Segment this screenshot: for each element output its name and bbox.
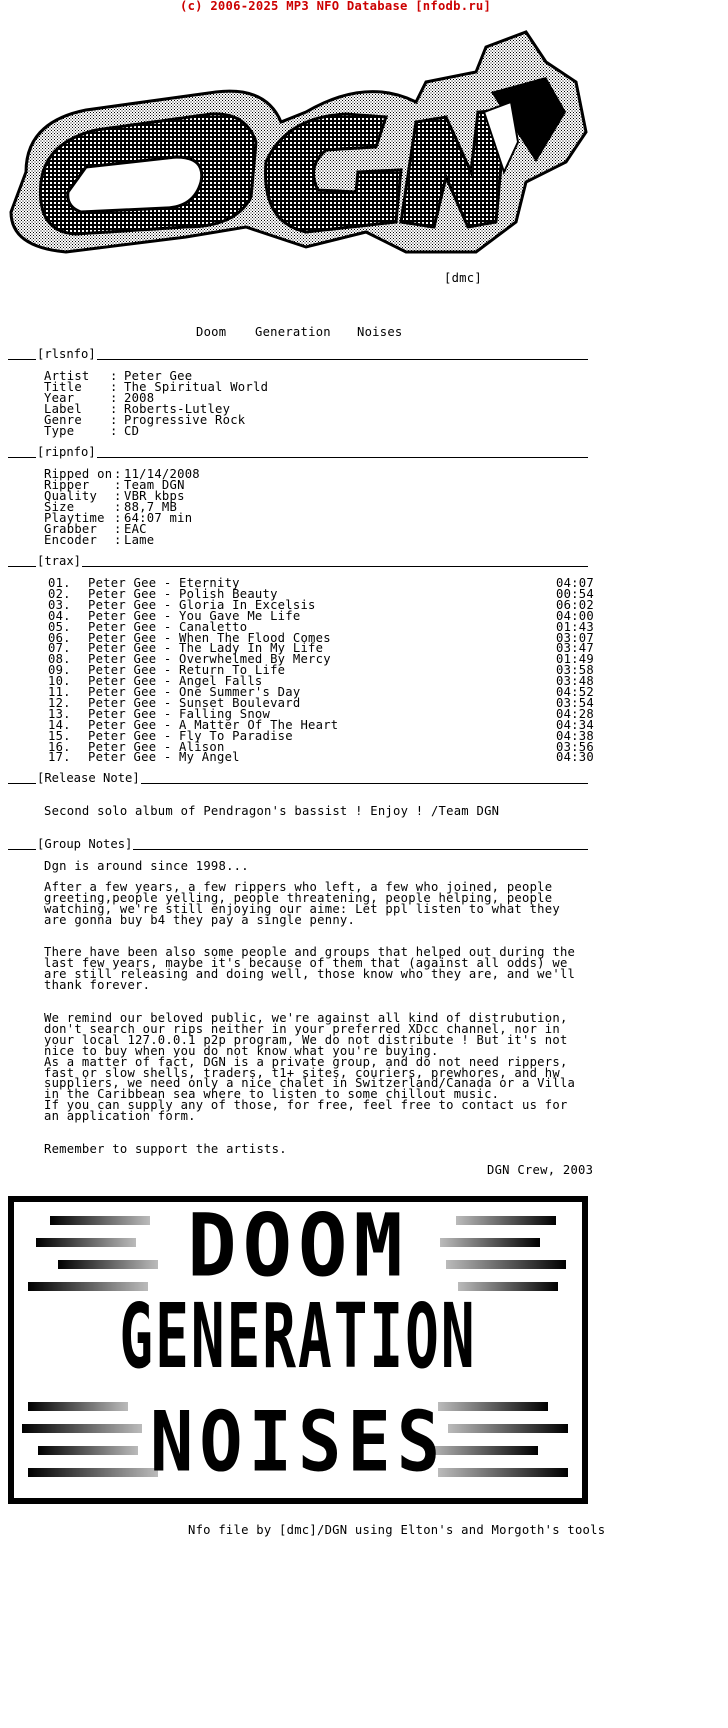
section-title-trax: [trax] [37,554,82,568]
track-title: Peter Gee - Overwhelmed By Mercy [88,652,331,667]
group-notes-line: After a few years, a few rippers who left, a few who joined, people [44,880,553,894]
track-title: Peter Gee - The Lady In My Life [88,641,324,656]
group-notes-line: If you can supply any of those, for free, feel free to contact us for [44,1098,568,1113]
info-separator: : [114,467,122,481]
group-notes-line: greeting,people yelling, people threatening, people helping, people [44,890,553,905]
group-notes-line: are still releasing and doing well, those know who they are, and we'll [44,966,576,981]
group-notes-line: As a matter of fact, DGN is a private group, and do not need rippers, [44,1054,568,1069]
info-value: Progressive Rock [124,413,246,427]
info-key: Year [44,391,75,405]
info-key: Label [44,402,82,416]
section-title-release-note: [Release Note] [37,771,140,785]
group-notes-intro: Dgn is around since 1998... [44,859,249,873]
track-number: 12. [48,695,71,710]
info-value: Team DGN [124,478,185,492]
group-notes-signature: DGN Crew, 2003 [487,1163,594,1177]
info-key: Size [44,500,75,514]
dgn-logo [6,22,606,272]
group-notes-line: There have been also some people and groups that helped out during the [44,945,576,959]
group-name-word-2: Generation [255,325,331,339]
track-number: 04. [48,608,71,623]
track-title: Peter Gee - You Gave Me Life [88,608,301,623]
info-separator: : [114,511,122,525]
group-notes-line: an application form. [44,1109,196,1124]
group-notes-line: watching, we're still enjoying our aime: Let ppl listen to what they [44,901,560,916]
track-duration: 03:07 [556,630,594,645]
track-duration: 04:30 [556,750,594,765]
track-number: 13. [48,706,71,721]
group-notes-line: nice to buy when you do not know what you're buying. [44,1043,439,1058]
group-notes-line: in the Caribbean sea where to listen to some chillout music. [44,1087,500,1102]
info-value: 64:07 min [124,511,193,525]
info-separator: : [114,500,122,514]
info-key: Artist [44,369,90,383]
banner-word-noises: NOISES [149,1393,447,1491]
track-title: Peter Gee - Alison [88,739,225,754]
info-value: 88,7 MB [124,500,178,514]
banner-word-generation: GENERATION [119,1285,477,1390]
track-duration: 04:28 [556,706,594,721]
footer-credit: Nfo file by [dmc]/DGN using Elton's and Morgoth's tools [188,1523,606,1537]
info-key: Ripper [44,478,90,492]
info-separator: : [110,402,118,416]
track-title: Peter Gee - Fly To Paradise [88,728,293,743]
track-number: 07. [48,641,71,656]
track-duration: 03:54 [556,695,594,710]
info-value: VBR kbps [124,489,185,503]
group-notes-line: fast or slow shells, traders, t1+ sites, couriers, prewhores, and hw [44,1065,560,1080]
track-duration: 03:48 [556,674,594,689]
track-number: 01. [48,576,71,590]
track-duration: 06:02 [556,597,594,612]
group-notes-line: We remind our beloved public, we're against all kind of distrubution, [44,1011,568,1025]
track-title: Peter Gee - Angel Falls [88,674,263,689]
track-duration: 03:56 [556,739,594,754]
track-title: Peter Gee - Gloria In Excelsis [88,597,316,612]
info-value: Lame [124,533,155,547]
section-title-ripnfo: [ripnfo] [37,445,96,459]
group-notes-line: your local 127.0.0.1 p2p program, We do not distribute ! But it's not [44,1032,568,1047]
info-value: EAC [124,522,147,536]
track-duration: 00:54 [556,586,594,601]
info-separator: : [114,533,122,547]
track-duration: 01:49 [556,652,594,667]
track-number: 11. [48,685,71,699]
info-value: CD [124,424,140,438]
info-value: 11/14/2008 [124,467,200,481]
track-duration: 04:34 [556,717,594,732]
track-title: Peter Gee - Falling Snow [88,706,271,721]
track-number: 16. [48,739,71,754]
info-separator: : [114,489,122,503]
info-separator: : [110,391,118,405]
track-duration: 03:58 [556,663,594,678]
info-key: Title [44,380,82,394]
info-separator: : [110,424,118,438]
track-number: 10. [48,674,71,689]
section-rule [8,566,588,567]
group-notes-line: last few years, maybe it's because of them that (against all odds) we [44,955,568,970]
track-number: 15. [48,728,71,743]
info-separator: : [110,380,118,394]
track-title: Peter Gee - When The Flood Comes [88,630,331,645]
info-separator: : [110,413,118,427]
track-title: Peter Gee - One Summer's Day [88,685,301,699]
info-key: Encoder [44,533,98,547]
group-notes-line: don't search our rips neither in your preferred XDcc channel, nor in [44,1021,560,1036]
track-number: 08. [48,652,71,667]
track-duration: 03:47 [556,641,594,656]
group-name-word-3: Noises [357,325,403,339]
site-header: (c) 2006-2025 MP3 NFO Database [nfodb.ru] [180,0,492,13]
info-key: Ripped on [44,467,113,481]
track-title: Peter Gee - Polish Beauty [88,586,278,601]
info-separator: : [110,369,118,383]
info-key: Genre [44,413,82,427]
track-number: 14. [48,717,71,732]
track-number: 05. [48,619,71,634]
group-notes-line: thank forever. [44,977,151,992]
track-number: 03. [48,597,71,612]
track-title: Peter Gee - My Angel [88,750,240,765]
group-notes-line: suppliers, we need only a nice chalet in Switzerland/Canada or a Villa [44,1076,576,1091]
section-title-rlsnfo: [rlsnfo] [37,347,96,361]
dgn-banner [8,1196,588,1504]
info-key: Type [44,424,75,438]
track-duration: 04:07 [556,576,594,590]
banner-word-doom: DOOM [187,1196,409,1297]
info-separator: : [114,522,122,536]
track-duration: 04:38 [556,728,594,743]
info-value: Roberts-Lutley [124,402,231,416]
info-key: Quality [44,489,98,503]
logo-credit: [dmc] [444,271,482,285]
track-number: 06. [48,630,71,645]
track-title: Peter Gee - Eternity [88,576,240,590]
group-notes-reminder: Remember to support the artists. [44,1142,287,1156]
track-duration: 01:43 [556,619,594,634]
track-number: 09. [48,663,71,678]
info-value: 2008 [124,391,155,405]
track-number: 17. [48,750,71,765]
group-name-word-1: Doom [196,325,227,339]
track-duration: 04:52 [556,685,594,699]
track-title: Peter Gee - A Matter Of The Heart [88,717,339,732]
track-duration: 04:00 [556,608,594,623]
group-notes-line: are gonna buy b4 they pay a single penny. [44,912,356,927]
release-note-text: Second solo album of Pendragon's bassist ! Enjoy ! /Team DGN [44,804,500,818]
info-key: Grabber [44,522,98,536]
track-title: Peter Gee - Return To Life [88,663,286,678]
track-title: Peter Gee - Sunset Boulevard [88,695,301,710]
track-title: Peter Gee - Canaletto [88,619,248,634]
info-value: The Spiritual World [124,380,269,394]
info-value: Peter Gee [124,369,193,383]
track-number: 02. [48,586,71,601]
section-title-group-notes: [Group Notes] [37,837,133,851]
info-separator: : [114,478,122,492]
info-key: Playtime [44,511,105,525]
